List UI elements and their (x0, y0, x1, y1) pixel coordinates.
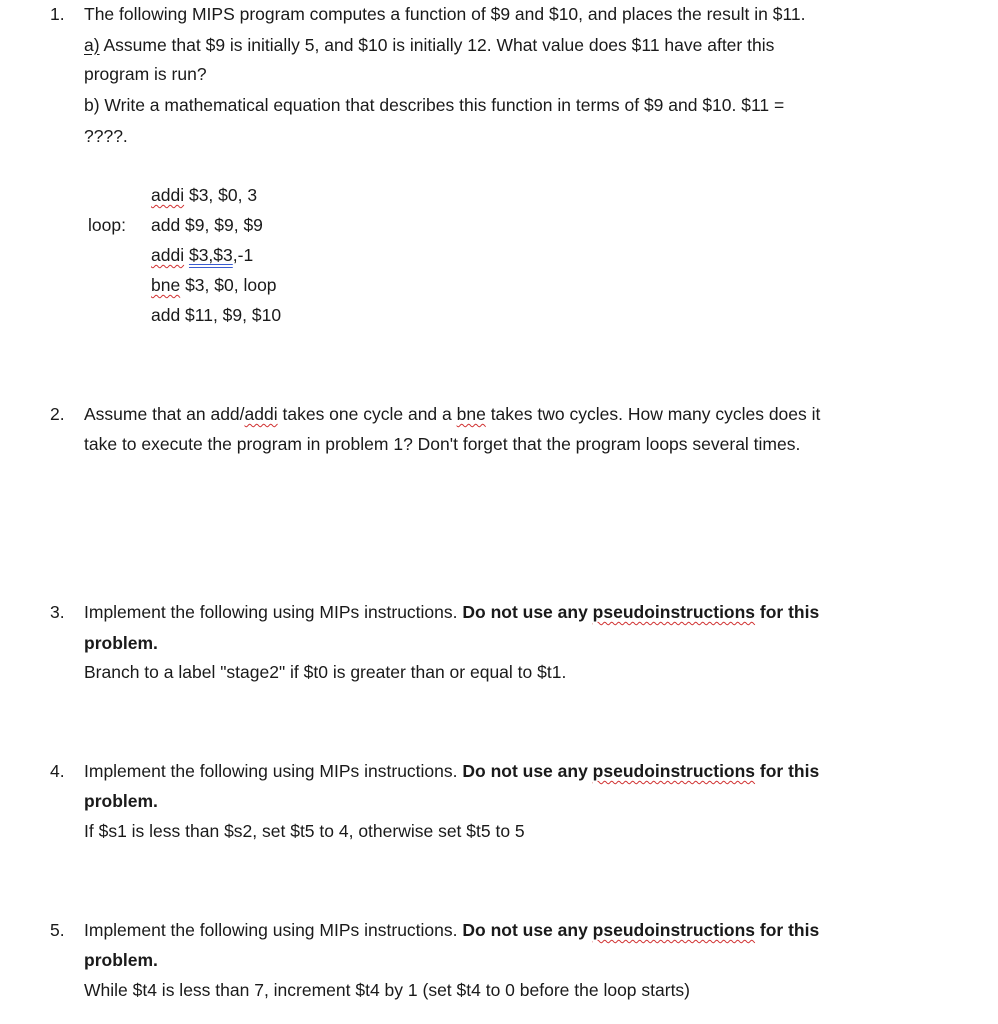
text-segment: takes two cycles. How many cycles does it (485, 404, 821, 424)
text-segment: for this (755, 602, 820, 622)
question-number: 3. (50, 602, 65, 622)
part-a-text (84, 34, 774, 56)
question-text (84, 919, 819, 941)
question-number: 1. (50, 4, 65, 24)
part-a-text-cont: program is run? (84, 64, 207, 84)
text-segment: Implement the following using MIPs instructions. (84, 761, 463, 781)
question-text: The following MIPS program computes a function of $9 and $10, and places the result in $11. (84, 4, 806, 24)
text-segment: Assume that an add/ (84, 404, 245, 424)
code-op: addi (151, 245, 185, 265)
code-op: addi (151, 185, 185, 205)
loop-label: loop: (88, 215, 126, 235)
question-number: 5. (50, 920, 65, 940)
text-segment: Implement the following using MIPs instructions. (84, 602, 463, 622)
text-segment: bne (456, 404, 486, 424)
question-text (84, 601, 819, 623)
part-b-text: b) Write a mathematical equation that describes this function in terms of $9 and $10. $11 = (84, 95, 785, 115)
text-segment: Do not use any (462, 602, 593, 622)
code-args: $3, $0, loop (180, 275, 277, 295)
code-args-rest: ,-1 (232, 245, 254, 265)
part-b-text-cont: ????. (84, 126, 128, 146)
question-number: 4. (50, 761, 65, 781)
code-line-4 (151, 274, 277, 296)
code-line-5: add $11, $9, $10 (151, 305, 282, 325)
code-line-1 (151, 184, 257, 206)
part-a-body: Assume that $9 is initially 5, and $10 is initially 12. What value does $11 have after this (99, 35, 775, 55)
text-segment: takes one cycle and a (277, 404, 457, 424)
text-segment: for this (755, 920, 820, 940)
text-segment: pseudoinstructions (592, 761, 756, 781)
question-task: Branch to a label "stage2" if $t0 is greater than or equal to $t1. (84, 662, 567, 682)
code-line-2: add $9, $9, $9 (151, 215, 263, 235)
question-text (84, 760, 819, 782)
text-segment: Do not use any (462, 920, 593, 940)
question-task: If $s1 is less than $s2, set $t5 to 4, otherwise set $t5 to 5 (84, 821, 525, 841)
code-args: $3, $0, 3 (184, 185, 258, 205)
text-segment: pseudoinstructions (592, 920, 756, 940)
question-text-cont: problem. (84, 633, 158, 653)
code-line-3 (151, 244, 253, 266)
text-segment: Do not use any (462, 761, 593, 781)
text-segment: addi (244, 404, 278, 424)
text-segment: pseudoinstructions (592, 602, 756, 622)
code-args: $3,$3 (188, 245, 233, 265)
question-text (84, 403, 820, 425)
question-text-cont: problem. (84, 791, 158, 811)
question-task: While $t4 is less than 7, increment $t4 by 1 (set $t4 to 0 before the loop starts) (84, 980, 691, 1000)
text-segment: for this (755, 761, 820, 781)
question-text-cont: problem. (84, 950, 158, 970)
question-text-cont: take to execute the program in problem 1? Don't forget that the program loops several times. (84, 434, 801, 454)
code-op: bne (151, 275, 181, 295)
text-segment: Implement the following using MIPs instructions. (84, 920, 463, 940)
part-a-label: a) (84, 35, 100, 55)
question-number: 2. (50, 404, 65, 424)
